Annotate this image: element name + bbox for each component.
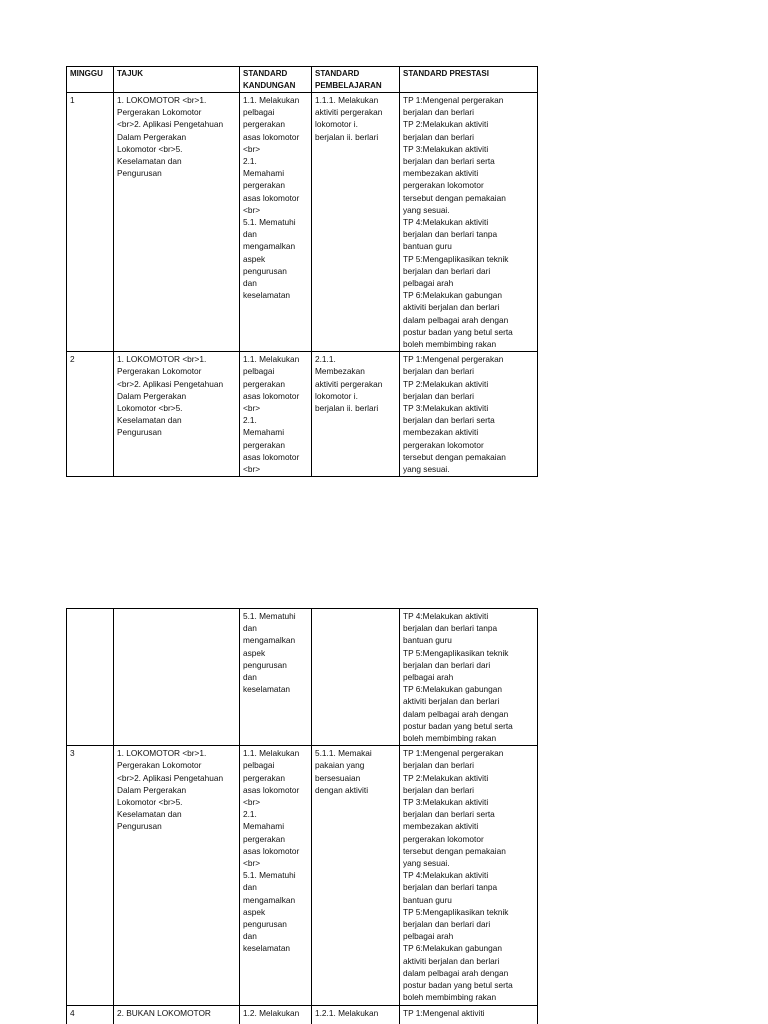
cell-standard-kandungan: 1.1. Melakukan pelbagai pergerakan asas lokomotor <br> 2.1. Memahami pergerakan asas lokomotor <br> bbox=[240, 352, 312, 477]
cell-standard-prestasi: TP 1:Mengenal pergerakan berjalan dan berlari TP 2:Melakukan aktiviti berjalan dan berlari TP 3:Melakukan aktiviti berjalan dan berlari serta membezakan aktiviti pergerakan lokomotor tersebut dengan pemakaian yang sesuai. TP 4:Melakukan aktiviti berjalan dan berlari tanpa bantuan guru TP 5:Mengaplikasikan teknik berjalan dan berlari dari pelbagai arah TP 6:Melakukan gabungan aktiviti berjalan dan berlari dalam pelbagai arah dengan postur badan yang betul serta boleh membimbing rakan bbox=[400, 746, 538, 1005]
lesson-plan-table-page-2 bbox=[66, 608, 538, 1024]
cell-tajuk: 1. LOKOMOTOR <br>1. Pergerakan Lokomotor <br>2. Aplikasi Pengetahuan Dalam Pergerakan Lokomotor <br>5. Keselamatan dan Pengurusan bbox=[114, 93, 240, 352]
lesson-plan-table-page-1 bbox=[66, 66, 538, 477]
cell-tajuk: 2. BUKAN LOKOMOTOR bbox=[114, 1005, 240, 1024]
cell-standard-kandungan: 5.1. Mematuhi dan mengamalkan aspek pengurusan dan keselamatan bbox=[240, 609, 312, 746]
cell-standard-prestasi: TP 1:Mengenal aktiviti bbox=[400, 1005, 538, 1024]
table-header-row bbox=[67, 67, 538, 93]
cell-standard-prestasi: TP 1:Mengenal pergerakan berjalan dan berlari TP 2:Melakukan aktiviti berjalan dan berlari TP 3:Melakukan aktiviti berjalan dan berlari serta membezakan aktiviti pergerakan lokomotor tersebut dengan pemakaian yang sesuai. TP 4:Melakukan aktiviti berjalan dan berlari tanpa bantuan guru TP 5:Mengaplikasikan teknik berjalan dan berlari dari pelbagai arah TP 6:Melakukan gabungan aktiviti berjalan dan berlari dalam pelbagai arah dengan postur badan yang betul serta boleh membimbing rakan bbox=[400, 93, 538, 352]
header-minggu: MINGGU bbox=[67, 67, 114, 93]
cell-minggu: 3 bbox=[67, 746, 114, 1005]
cell-standard-kandungan: 1.1. Melakukan pelbagai pergerakan asas lokomotor <br> 2.1. Memahami pergerakan asas lokomotor <br> 5.1. Mematuhi dan mengamalkan aspek pengurusan dan keselamatan bbox=[240, 746, 312, 1005]
table-row bbox=[67, 352, 538, 477]
table-row bbox=[67, 746, 538, 1005]
table-row bbox=[67, 609, 538, 746]
cell-standard-pembelajaran bbox=[312, 609, 400, 746]
table-row bbox=[67, 93, 538, 352]
cell-minggu: 2 bbox=[67, 352, 114, 477]
cell-tajuk: 1. LOKOMOTOR <br>1. Pergerakan Lokomotor <br>2. Aplikasi Pengetahuan Dalam Pergerakan Lokomotor <br>5. Keselamatan dan Pengurusan bbox=[114, 352, 240, 477]
cell-minggu: 1 bbox=[67, 93, 114, 352]
header-standard-pembelajaran: STANDARD PEMBELAJARAN bbox=[312, 67, 400, 93]
cell-tajuk: 1. LOKOMOTOR <br>1. Pergerakan Lokomotor <br>2. Aplikasi Pengetahuan Dalam Pergerakan Lokomotor <br>5. Keselamatan dan Pengurusan bbox=[114, 746, 240, 1005]
cell-standard-prestasi: TP 4:Melakukan aktiviti berjalan dan berlari tanpa bantuan guru TP 5:Mengaplikasikan teknik berjalan dan berlari dari pelbagai arah TP 6:Melakukan gabungan aktiviti berjalan dan berlari dalam pelbagai arah dengan postur badan yang betul serta boleh membimbing rakan bbox=[400, 609, 538, 746]
cell-standard-kandungan: 1.1. Melakukan pelbagai pergerakan asas lokomotor <br> 2.1. Memahami pergerakan asas lokomotor <br> 5.1. Mematuhi dan mengamalkan aspek pengurusan dan keselamatan bbox=[240, 93, 312, 352]
table-row bbox=[67, 1005, 538, 1024]
cell-standard-pembelajaran: 1.2.1. Melakukan bbox=[312, 1005, 400, 1024]
cell-standard-kandungan: 1.2. Melakukan bbox=[240, 1005, 312, 1024]
cell-standard-pembelajaran: 1.1.1. Melakukan aktiviti pergerakan lokomotor i. berjalan ii. berlari bbox=[312, 93, 400, 352]
cell-standard-pembelajaran: 5.1.1. Memakai pakaian yang bersesuaian dengan aktiviti bbox=[312, 746, 400, 1005]
cell-tajuk bbox=[114, 609, 240, 746]
header-standard-kandungan: STANDARD KANDUNGAN bbox=[240, 67, 312, 93]
header-tajuk: TAJUK bbox=[114, 67, 240, 93]
cell-minggu bbox=[67, 609, 114, 746]
cell-standard-pembelajaran: 2.1.1. Membezakan aktiviti pergerakan lokomotor i. berjalan ii. berlari bbox=[312, 352, 400, 477]
cell-standard-prestasi: TP 1:Mengenal pergerakan berjalan dan berlari TP 2:Melakukan aktiviti berjalan dan berlari TP 3:Melakukan aktiviti berjalan dan berlari serta membezakan aktiviti pergerakan lokomotor tersebut dengan pemakaian yang sesuai. bbox=[400, 352, 538, 477]
header-standard-prestasi: STANDARD PRESTASI bbox=[400, 67, 538, 93]
cell-minggu: 4 bbox=[67, 1005, 114, 1024]
